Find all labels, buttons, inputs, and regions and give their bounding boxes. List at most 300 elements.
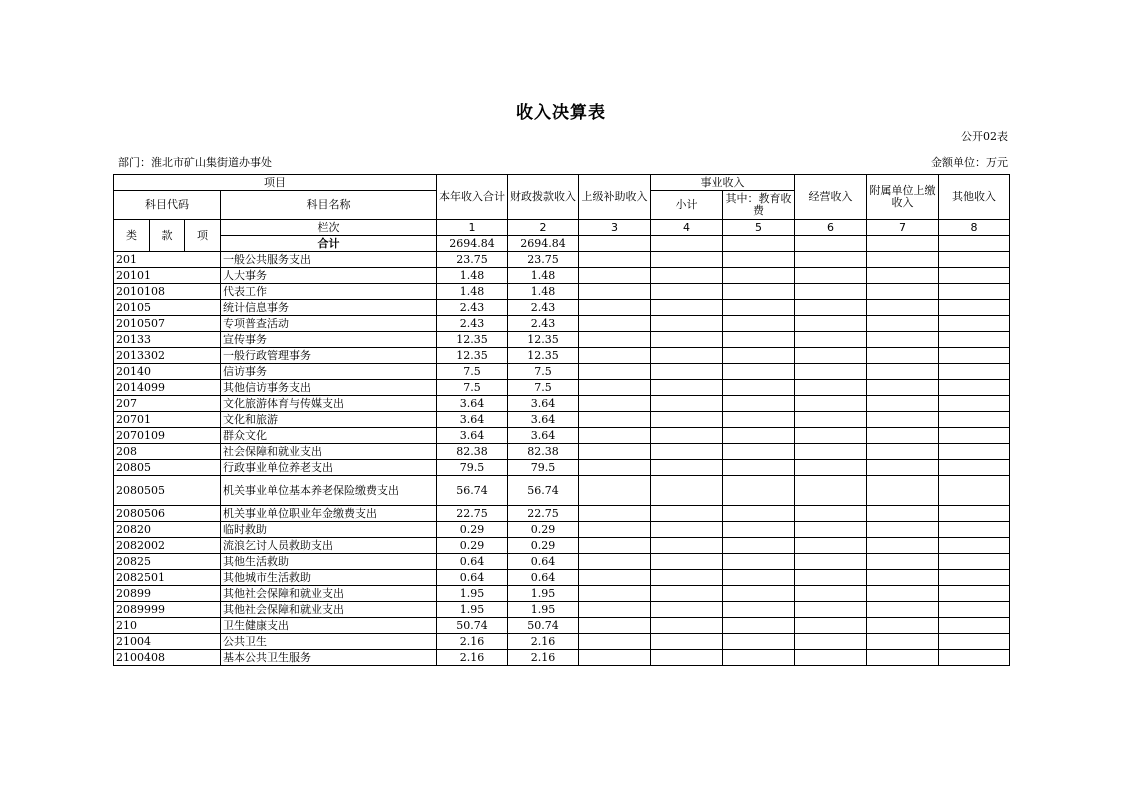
subject-code: 20825 (114, 554, 221, 570)
subject-code: 20805 (114, 460, 221, 476)
col-number-8: 8 (939, 220, 1010, 236)
income-table (113, 174, 1010, 666)
empty-cell (651, 634, 723, 650)
empty-cell (795, 396, 867, 412)
subject-name: 行政事业单位养老支出 (221, 460, 437, 476)
empty-cell (939, 380, 1010, 396)
empty-cell (939, 268, 1010, 284)
table-row (114, 284, 1010, 300)
empty-cell (651, 284, 723, 300)
empty-cell (867, 506, 939, 522)
empty-cell (939, 460, 1010, 476)
empty-cell (939, 570, 1010, 586)
empty-cell (579, 300, 651, 316)
subject-name: 宣传事务 (221, 332, 437, 348)
subject-name: 专项普查活动 (221, 316, 437, 332)
empty-cell (867, 554, 939, 570)
fiscal-cell: 50.74 (508, 618, 579, 634)
table-row (114, 554, 1010, 570)
empty-cell (723, 586, 795, 602)
empty-cell (795, 412, 867, 428)
fiscal-cell: 1.48 (508, 268, 579, 284)
fiscal-cell: 56.74 (508, 476, 579, 506)
subject-name: 一般公共服务支出 (221, 252, 437, 268)
subject-name: 卫生健康支出 (221, 618, 437, 634)
empty-cell (867, 602, 939, 618)
total-income-cell: 2.16 (437, 650, 508, 666)
empty-cell (795, 570, 867, 586)
empty-cell (867, 332, 939, 348)
fiscal-cell: 79.5 (508, 460, 579, 476)
empty-cell (651, 460, 723, 476)
subject-name: 群众文化 (221, 428, 437, 444)
total-income-cell: 1.95 (437, 602, 508, 618)
table-row (114, 428, 1010, 444)
table-row (114, 348, 1010, 364)
subject-code: 201 (114, 252, 221, 268)
empty-cell (867, 428, 939, 444)
department-label: 部门：淮北市矿山集街道办事处 (118, 156, 272, 169)
empty-cell (867, 476, 939, 506)
empty-cell (939, 284, 1010, 300)
empty-cell (723, 364, 795, 380)
empty-cell (651, 316, 723, 332)
total-income-cell: 3.64 (437, 396, 508, 412)
subject-code: 2010507 (114, 316, 221, 332)
col-number-6: 6 (795, 220, 867, 236)
empty-cell (867, 268, 939, 284)
empty-cell (867, 364, 939, 380)
empty-cell (939, 364, 1010, 380)
empty-cell (651, 554, 723, 570)
table-row (114, 570, 1010, 586)
empty-cell (939, 348, 1010, 364)
subject-name: 其他社会保障和就业支出 (221, 602, 437, 618)
fiscal-cell: 82.38 (508, 444, 579, 460)
col-number-1: 1 (437, 220, 508, 236)
empty-cell (723, 460, 795, 476)
empty-cell (579, 618, 651, 634)
subject-code: 20105 (114, 300, 221, 316)
empty-cell (867, 634, 939, 650)
empty-cell (939, 396, 1010, 412)
form-number: 公开02表 (961, 130, 1008, 143)
subject-name: 信访事务 (221, 364, 437, 380)
empty-cell (867, 650, 939, 666)
total-income-cell: 0.29 (437, 538, 508, 554)
empty-cell (795, 380, 867, 396)
total-income-cell: 50.74 (437, 618, 508, 634)
col-number-7: 7 (867, 220, 939, 236)
col-number-2: 2 (508, 220, 579, 236)
empty-cell (579, 634, 651, 650)
empty-cell (795, 460, 867, 476)
col-number-3: 3 (579, 220, 651, 236)
header-total-income: 本年收入合计 (437, 175, 508, 220)
subject-name: 文化和旅游 (221, 412, 437, 428)
fiscal-cell: 0.29 (508, 538, 579, 554)
table-row (114, 506, 1010, 522)
col-number-5: 5 (723, 220, 795, 236)
empty-cell (795, 316, 867, 332)
empty-cell (723, 538, 795, 554)
empty-cell (795, 332, 867, 348)
page-title: 收入决算表 (516, 103, 606, 123)
empty-cell (579, 428, 651, 444)
empty-cell (579, 348, 651, 364)
subject-name: 其他社会保障和就业支出 (221, 586, 437, 602)
header-kuan: 款 (150, 220, 185, 252)
empty-cell (579, 316, 651, 332)
subject-name: 一般行政管理事务 (221, 348, 437, 364)
table-row (114, 476, 1010, 506)
total-income-cell: 2.16 (437, 634, 508, 650)
empty-cell (939, 586, 1010, 602)
empty-cell (939, 602, 1010, 618)
subject-code: 2100408 (114, 650, 221, 666)
empty-cell (939, 332, 1010, 348)
subject-name: 人大事务 (221, 268, 437, 284)
total-income-cell: 23.75 (437, 252, 508, 268)
empty-cell (651, 300, 723, 316)
subject-name: 统计信息事务 (221, 300, 437, 316)
empty-cell (867, 586, 939, 602)
empty-cell (795, 348, 867, 364)
empty-cell (651, 476, 723, 506)
total-income-cell: 12.35 (437, 348, 508, 364)
subject-code: 2080506 (114, 506, 221, 522)
total-income-cell: 7.5 (437, 364, 508, 380)
empty-cell (867, 618, 939, 634)
empty-cell (723, 348, 795, 364)
fiscal-cell: 12.35 (508, 332, 579, 348)
empty-cell (867, 396, 939, 412)
empty-cell (723, 618, 795, 634)
subject-code: 2070109 (114, 428, 221, 444)
empty-cell (795, 300, 867, 316)
empty-cell (867, 316, 939, 332)
empty-cell (795, 428, 867, 444)
empty-cell (651, 650, 723, 666)
fiscal-cell: 0.29 (508, 522, 579, 538)
table-row (114, 364, 1010, 380)
total-income-cell: 2.43 (437, 300, 508, 316)
amount-unit-label: 金额单位：万元 (931, 156, 1008, 169)
empty-cell (795, 252, 867, 268)
empty-cell (867, 444, 939, 460)
empty-cell (867, 284, 939, 300)
empty-cell (795, 650, 867, 666)
table-row (114, 650, 1010, 666)
empty-cell (867, 300, 939, 316)
empty-cell (723, 412, 795, 428)
empty-cell (723, 300, 795, 316)
table-row (114, 586, 1010, 602)
total-income-value: 2694.84 (437, 236, 508, 252)
empty-cell (795, 538, 867, 554)
header-item: 项目 (114, 175, 437, 191)
total-fiscal-value: 2694.84 (508, 236, 579, 252)
subject-code: 2010108 (114, 284, 221, 300)
total-income-cell: 3.64 (437, 428, 508, 444)
header-name: 科目名称 (221, 191, 437, 220)
empty-cell (939, 538, 1010, 554)
empty-cell (723, 554, 795, 570)
empty-cell (651, 252, 723, 268)
fiscal-cell: 7.5 (508, 364, 579, 380)
empty-cell (939, 428, 1010, 444)
total-income-cell: 12.35 (437, 332, 508, 348)
empty-cell (939, 444, 1010, 460)
table-row (114, 634, 1010, 650)
empty-cell (867, 538, 939, 554)
empty-cell (723, 252, 795, 268)
subject-code: 20133 (114, 332, 221, 348)
subject-code: 20820 (114, 522, 221, 538)
empty-cell (651, 586, 723, 602)
table-row (114, 332, 1010, 348)
empty-cell (651, 364, 723, 380)
total-income-cell: 1.48 (437, 268, 508, 284)
empty-cell (939, 412, 1010, 428)
subject-code: 207 (114, 396, 221, 412)
empty-cell (939, 476, 1010, 506)
table-row (114, 316, 1010, 332)
empty-cell (651, 268, 723, 284)
subject-name: 基本公共卫生服务 (221, 650, 437, 666)
empty-cell (651, 506, 723, 522)
total-income-cell: 3.64 (437, 412, 508, 428)
empty-cell (867, 522, 939, 538)
empty-cell (579, 602, 651, 618)
table-row (114, 602, 1010, 618)
subject-code: 20101 (114, 268, 221, 284)
empty-cell (939, 618, 1010, 634)
empty-cell (723, 650, 795, 666)
empty-cell (795, 284, 867, 300)
subject-code: 2082501 (114, 570, 221, 586)
table-row (114, 538, 1010, 554)
empty-cell (579, 538, 651, 554)
subject-name: 文化旅游体育与传媒支出 (221, 396, 437, 412)
empty-cell (651, 396, 723, 412)
subject-code: 2013302 (114, 348, 221, 364)
empty-cell (651, 332, 723, 348)
header-code: 科目代码 (114, 191, 221, 220)
fiscal-cell: 2.16 (508, 650, 579, 666)
header-column-no: 栏次 (221, 220, 437, 236)
subject-code: 21004 (114, 634, 221, 650)
empty-cell (795, 634, 867, 650)
header-affiliated-income: 附属单位上缴收入 (867, 175, 939, 220)
fiscal-cell: 7.5 (508, 380, 579, 396)
fiscal-cell: 2.43 (508, 300, 579, 316)
empty-cell (651, 380, 723, 396)
total-income-cell: 1.95 (437, 586, 508, 602)
empty-cell (723, 396, 795, 412)
table-row (114, 252, 1010, 268)
empty-cell (939, 316, 1010, 332)
empty-cell (723, 506, 795, 522)
empty-cell (867, 348, 939, 364)
subject-code: 20899 (114, 586, 221, 602)
empty-cell (651, 570, 723, 586)
header-lei: 类 (114, 220, 150, 252)
subject-code: 2089999 (114, 602, 221, 618)
empty-cell (723, 522, 795, 538)
header-subtotal: 小计 (651, 191, 723, 220)
subject-code: 2080505 (114, 476, 221, 506)
empty-cell (723, 570, 795, 586)
fiscal-cell: 0.64 (508, 554, 579, 570)
fiscal-cell: 0.64 (508, 570, 579, 586)
subject-name: 公共卫生 (221, 634, 437, 650)
fiscal-cell: 1.48 (508, 284, 579, 300)
empty-cell (579, 396, 651, 412)
empty-cell (579, 554, 651, 570)
total-income-cell: 22.75 (437, 506, 508, 522)
empty-cell (723, 316, 795, 332)
header-superior-subsidy: 上级补助收入 (579, 175, 651, 220)
total-income-cell: 2.43 (437, 316, 508, 332)
subject-name: 其他信访事务支出 (221, 380, 437, 396)
empty-cell (651, 522, 723, 538)
empty-cell (579, 444, 651, 460)
table-row (114, 412, 1010, 428)
table-row (114, 380, 1010, 396)
empty-cell (723, 268, 795, 284)
empty-cell (579, 332, 651, 348)
subject-code: 20701 (114, 412, 221, 428)
table-row (114, 444, 1010, 460)
empty-cell (579, 460, 651, 476)
table-row (114, 268, 1010, 284)
empty-cell (723, 444, 795, 460)
subject-code: 210 (114, 618, 221, 634)
subject-name: 流浪乞讨人员救助支出 (221, 538, 437, 554)
empty-cell (867, 252, 939, 268)
empty-cell (723, 476, 795, 506)
empty-cell (939, 252, 1010, 268)
subject-name: 代表工作 (221, 284, 437, 300)
table-row (114, 618, 1010, 634)
table-row (114, 460, 1010, 476)
empty-cell (579, 252, 651, 268)
total-income-cell: 0.64 (437, 570, 508, 586)
empty-cell (795, 364, 867, 380)
total-income-cell: 0.29 (437, 522, 508, 538)
subject-code: 2082002 (114, 538, 221, 554)
empty-cell (579, 364, 651, 380)
empty-cell (795, 618, 867, 634)
total-income-cell: 82.38 (437, 444, 508, 460)
subject-code: 20140 (114, 364, 221, 380)
empty-cell (651, 538, 723, 554)
header-fiscal: 财政拨款收入 (508, 175, 579, 220)
empty-cell (651, 428, 723, 444)
total-label: 合计 (221, 236, 437, 252)
empty-cell (795, 444, 867, 460)
empty-cell (723, 428, 795, 444)
fiscal-cell: 2.43 (508, 316, 579, 332)
empty-cell (723, 602, 795, 618)
empty-cell (579, 268, 651, 284)
empty-cell (651, 444, 723, 460)
subject-code: 208 (114, 444, 221, 460)
subject-name: 其他生活救助 (221, 554, 437, 570)
empty-cell (867, 380, 939, 396)
empty-cell (795, 522, 867, 538)
empty-cell (723, 284, 795, 300)
subject-name: 其他城市生活救助 (221, 570, 437, 586)
empty-cell (579, 476, 651, 506)
fiscal-cell: 23.75 (508, 252, 579, 268)
table-row (114, 522, 1010, 538)
header-education-fee: 其中：教育收费 (723, 191, 795, 220)
empty-cell (939, 650, 1010, 666)
empty-cell (939, 554, 1010, 570)
subject-code: 2014099 (114, 380, 221, 396)
total-income-cell: 7.5 (437, 380, 508, 396)
empty-cell (651, 412, 723, 428)
empty-cell (723, 332, 795, 348)
header-other-income: 其他收入 (939, 175, 1010, 220)
empty-cell (867, 570, 939, 586)
empty-cell (867, 412, 939, 428)
empty-cell (795, 602, 867, 618)
total-income-cell: 79.5 (437, 460, 508, 476)
total-income-cell: 1.48 (437, 284, 508, 300)
total-income-cell: 56.74 (437, 476, 508, 506)
empty-cell (795, 586, 867, 602)
empty-cell (579, 284, 651, 300)
empty-cell (651, 602, 723, 618)
subject-name: 临时救助 (221, 522, 437, 538)
empty-cell (795, 268, 867, 284)
fiscal-cell: 3.64 (508, 412, 579, 428)
fiscal-cell: 22.75 (508, 506, 579, 522)
fiscal-cell: 12.35 (508, 348, 579, 364)
empty-cell (795, 506, 867, 522)
table-row (114, 300, 1010, 316)
empty-cell (939, 522, 1010, 538)
header-xiang: 项 (185, 220, 221, 252)
total-income-cell: 0.64 (437, 554, 508, 570)
fiscal-cell: 1.95 (508, 586, 579, 602)
fiscal-cell: 1.95 (508, 602, 579, 618)
empty-cell (723, 634, 795, 650)
table-row (114, 396, 1010, 412)
empty-cell (939, 300, 1010, 316)
empty-cell (867, 460, 939, 476)
subject-name: 机关事业单位基本养老保险缴费支出 (221, 476, 437, 506)
table-body (114, 252, 1010, 666)
empty-cell (651, 348, 723, 364)
empty-cell (723, 380, 795, 396)
empty-cell (579, 586, 651, 602)
subject-name: 社会保障和就业支出 (221, 444, 437, 460)
subject-name: 机关事业单位职业年金缴费支出 (221, 506, 437, 522)
fiscal-cell: 3.64 (508, 428, 579, 444)
fiscal-cell: 3.64 (508, 396, 579, 412)
empty-cell (795, 476, 867, 506)
empty-cell (579, 650, 651, 666)
empty-cell (651, 618, 723, 634)
empty-cell (939, 506, 1010, 522)
empty-cell (795, 554, 867, 570)
empty-cell (579, 412, 651, 428)
header-operating-income: 经营收入 (795, 175, 867, 220)
